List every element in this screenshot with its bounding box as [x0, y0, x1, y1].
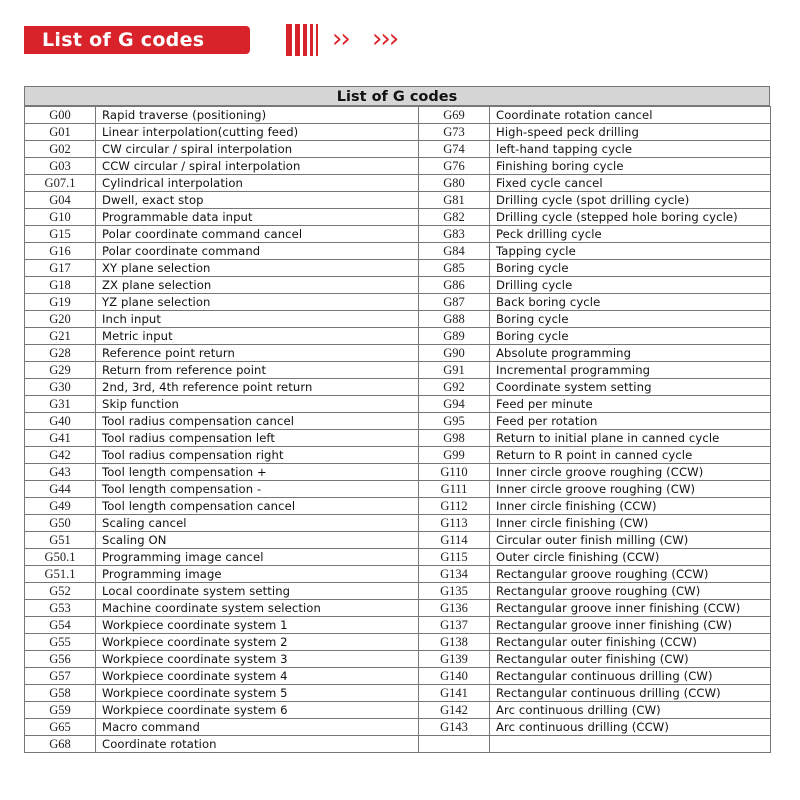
- left-code-cell: G01: [25, 124, 96, 141]
- table-row: [25, 464, 771, 481]
- right-code-cell: G136: [419, 600, 490, 617]
- left-code-cell: G65: [25, 719, 96, 736]
- right-code-cell: G69: [419, 107, 490, 124]
- table-row: [25, 294, 771, 311]
- right-desc-cell: Rectangular groove roughing (CCW): [490, 566, 771, 583]
- table-row: [25, 396, 771, 413]
- right-code-cell: G138: [419, 634, 490, 651]
- triple-chevron-right-icon: ›››: [372, 24, 398, 54]
- right-desc-cell: Rectangular groove inner finishing (CCW): [490, 600, 771, 617]
- left-desc-cell: Polar coordinate command cancel: [96, 226, 419, 243]
- table-row: [25, 447, 771, 464]
- right-code-cell: G86: [419, 277, 490, 294]
- table-row: [25, 209, 771, 226]
- table-row: [25, 277, 771, 294]
- left-desc-cell: Reference point return: [96, 345, 419, 362]
- right-desc-cell: Drilling cycle: [490, 277, 771, 294]
- left-desc-cell: Skip function: [96, 396, 419, 413]
- right-code-cell: G143: [419, 719, 490, 736]
- table-row: [25, 685, 771, 702]
- left-code-cell: G16: [25, 243, 96, 260]
- left-code-cell: G44: [25, 481, 96, 498]
- right-desc-cell: Feed per minute: [490, 396, 771, 413]
- right-code-cell: G135: [419, 583, 490, 600]
- right-desc-cell: Rectangular continuous drilling (CW): [490, 668, 771, 685]
- left-code-cell: G20: [25, 311, 96, 328]
- left-desc-cell: ZX plane selection: [96, 277, 419, 294]
- left-code-cell: G58: [25, 685, 96, 702]
- right-desc-cell: Drilling cycle (spot drilling cycle): [490, 192, 771, 209]
- left-desc-cell: Tool radius compensation right: [96, 447, 419, 464]
- table-row: [25, 651, 771, 668]
- table-row: [25, 226, 771, 243]
- left-desc-cell: Inch input: [96, 311, 419, 328]
- left-desc-cell: Rapid traverse (positioning): [96, 107, 419, 124]
- left-code-cell: G54: [25, 617, 96, 634]
- table-title: List of G codes: [24, 86, 770, 106]
- right-code-cell: G89: [419, 328, 490, 345]
- table-row: [25, 141, 771, 158]
- left-desc-cell: Coordinate rotation: [96, 736, 419, 753]
- right-desc-cell: left-hand tapping cycle: [490, 141, 771, 158]
- table-row: [25, 515, 771, 532]
- left-code-cell: G29: [25, 362, 96, 379]
- left-code-cell: G18: [25, 277, 96, 294]
- right-code-cell: G80: [419, 175, 490, 192]
- left-desc-cell: Return from reference point: [96, 362, 419, 379]
- right-code-cell: G140: [419, 668, 490, 685]
- right-code-cell: G90: [419, 345, 490, 362]
- right-desc-cell: Drilling cycle (stepped hole boring cycle): [490, 209, 771, 226]
- left-desc-cell: Programming image: [96, 566, 419, 583]
- table-row: [25, 413, 771, 430]
- table-row: [25, 719, 771, 736]
- right-desc-cell: Arc continuous drilling (CCW): [490, 719, 771, 736]
- right-code-cell: G115: [419, 549, 490, 566]
- right-code-cell: G91: [419, 362, 490, 379]
- left-desc-cell: Scaling cancel: [96, 515, 419, 532]
- header-banner: [24, 26, 250, 54]
- right-code-cell: G94: [419, 396, 490, 413]
- right-desc-cell: Inner circle groove roughing (CW): [490, 481, 771, 498]
- right-code-cell: G112: [419, 498, 490, 515]
- left-desc-cell: Local coordinate system setting: [96, 583, 419, 600]
- left-code-cell: G02: [25, 141, 96, 158]
- left-code-cell: G56: [25, 651, 96, 668]
- table-row: [25, 566, 771, 583]
- left-desc-cell: YZ plane selection: [96, 294, 419, 311]
- left-code-cell: G31: [25, 396, 96, 413]
- left-desc-cell: Tool radius compensation cancel: [96, 413, 419, 430]
- right-desc-cell: Inner circle finishing (CW): [490, 515, 771, 532]
- left-desc-cell: Dwell, exact stop: [96, 192, 419, 209]
- left-desc-cell: Cylindrical interpolation: [96, 175, 419, 192]
- left-desc-cell: Workpiece coordinate system 3: [96, 651, 419, 668]
- table-row: [25, 107, 771, 124]
- right-code-cell: G110: [419, 464, 490, 481]
- right-desc-cell: Peck drilling cycle: [490, 226, 771, 243]
- table-row: [25, 158, 771, 175]
- right-code-cell: G98: [419, 430, 490, 447]
- left-desc-cell: CCW circular / spiral interpolation: [96, 158, 419, 175]
- table-row: [25, 617, 771, 634]
- right-desc-cell: Coordinate rotation cancel: [490, 107, 771, 124]
- left-code-cell: G59: [25, 702, 96, 719]
- right-code-cell: G113: [419, 515, 490, 532]
- right-desc-cell: Arc continuous drilling (CW): [490, 702, 771, 719]
- table-row: [25, 498, 771, 515]
- table-row: [25, 311, 771, 328]
- right-desc-cell: Rectangular outer finishing (CCW): [490, 634, 771, 651]
- table-row: [25, 379, 771, 396]
- left-code-cell: G41: [25, 430, 96, 447]
- double-chevron-right-icon: ››: [332, 24, 349, 54]
- right-desc-cell: Circular outer finish milling (CW): [490, 532, 771, 549]
- right-code-cell: G84: [419, 243, 490, 260]
- left-code-cell: G51.1: [25, 566, 96, 583]
- right-desc-cell: Outer circle finishing (CCW): [490, 549, 771, 566]
- left-desc-cell: Tool length compensation cancel: [96, 498, 419, 515]
- left-code-cell: G50: [25, 515, 96, 532]
- right-desc-cell: Finishing boring cycle: [490, 158, 771, 175]
- left-desc-cell: Scaling ON: [96, 532, 419, 549]
- left-code-cell: G19: [25, 294, 96, 311]
- right-code-cell: G82: [419, 209, 490, 226]
- left-desc-cell: Workpiece coordinate system 6: [96, 702, 419, 719]
- right-code-cell: G83: [419, 226, 490, 243]
- left-desc-cell: Tool radius compensation left: [96, 430, 419, 447]
- table-row: [25, 345, 771, 362]
- right-desc-cell: Return to R point in canned cycle: [490, 447, 771, 464]
- right-code-cell: G85: [419, 260, 490, 277]
- left-code-cell: G50.1: [25, 549, 96, 566]
- left-code-cell: G10: [25, 209, 96, 226]
- right-desc-cell: Boring cycle: [490, 311, 771, 328]
- left-code-cell: G15: [25, 226, 96, 243]
- right-code-cell: G92: [419, 379, 490, 396]
- left-desc-cell: Linear interpolation(cutting feed): [96, 124, 419, 141]
- right-desc-cell: Back boring cycle: [490, 294, 771, 311]
- left-desc-cell: Programmable data input: [96, 209, 419, 226]
- g-code-grid: [24, 106, 771, 753]
- left-code-cell: G53: [25, 600, 96, 617]
- right-code-cell: G81: [419, 192, 490, 209]
- table-row: [25, 549, 771, 566]
- left-desc-cell: Machine coordinate system selection: [96, 600, 419, 617]
- right-desc-cell: Inner circle groove roughing (CCW): [490, 464, 771, 481]
- table-row: [25, 328, 771, 345]
- table-row: [25, 124, 771, 141]
- table-row: [25, 243, 771, 260]
- right-code-cell: G88: [419, 311, 490, 328]
- table-row: [25, 192, 771, 209]
- table-row: [25, 600, 771, 617]
- left-desc-cell: Workpiece coordinate system 5: [96, 685, 419, 702]
- left-code-cell: G21: [25, 328, 96, 345]
- right-code-cell: G134: [419, 566, 490, 583]
- right-code-cell: G139: [419, 651, 490, 668]
- left-code-cell: G03: [25, 158, 96, 175]
- table-row: [25, 260, 771, 277]
- table-row: [25, 736, 771, 753]
- right-desc-cell: Return to initial plane in canned cycle: [490, 430, 771, 447]
- table-row: [25, 634, 771, 651]
- right-desc-cell: Incremental programming: [490, 362, 771, 379]
- table-row: [25, 362, 771, 379]
- left-code-cell: G07.1: [25, 175, 96, 192]
- right-code-cell: G142: [419, 702, 490, 719]
- left-desc-cell: Workpiece coordinate system 1: [96, 617, 419, 634]
- right-code-cell: G111: [419, 481, 490, 498]
- right-desc-cell: Feed per rotation: [490, 413, 771, 430]
- left-code-cell: G30: [25, 379, 96, 396]
- table-row: [25, 430, 771, 447]
- right-code-cell: G141: [419, 685, 490, 702]
- table-row: [25, 481, 771, 498]
- left-desc-cell: XY plane selection: [96, 260, 419, 277]
- right-code-cell: G95: [419, 413, 490, 430]
- right-code-cell: G137: [419, 617, 490, 634]
- right-desc-cell: High-speed peck drilling: [490, 124, 771, 141]
- left-code-cell: G57: [25, 668, 96, 685]
- left-desc-cell: Workpiece coordinate system 4: [96, 668, 419, 685]
- table-row: [25, 668, 771, 685]
- right-desc-cell: Tapping cycle: [490, 243, 771, 260]
- left-code-cell: G17: [25, 260, 96, 277]
- banner-title: List of G codes: [42, 29, 205, 51]
- table-row: [25, 583, 771, 600]
- table-row: [25, 532, 771, 549]
- left-code-cell: G68: [25, 736, 96, 753]
- right-desc-cell: Coordinate system setting: [490, 379, 771, 396]
- right-desc-cell: Rectangular groove roughing (CW): [490, 583, 771, 600]
- left-desc-cell: Tool length compensation -: [96, 481, 419, 498]
- g-code-table: [24, 86, 770, 753]
- right-desc-cell: Inner circle finishing (CCW): [490, 498, 771, 515]
- left-code-cell: G49: [25, 498, 96, 515]
- right-desc-cell: Boring cycle: [490, 260, 771, 277]
- right-code-cell: G114: [419, 532, 490, 549]
- right-desc-cell: Fixed cycle cancel: [490, 175, 771, 192]
- right-code-cell: G87: [419, 294, 490, 311]
- left-code-cell: G04: [25, 192, 96, 209]
- right-desc-cell: Rectangular groove inner finishing (CW): [490, 617, 771, 634]
- right-code-cell: G99: [419, 447, 490, 464]
- left-code-cell: G43: [25, 464, 96, 481]
- right-desc-cell: Rectangular outer finishing (CW): [490, 651, 771, 668]
- left-desc-cell: Programming image cancel: [96, 549, 419, 566]
- right-desc-cell: [490, 736, 771, 753]
- right-desc-cell: Boring cycle: [490, 328, 771, 345]
- left-code-cell: G51: [25, 532, 96, 549]
- left-desc-cell: 2nd, 3rd, 4th reference point return: [96, 379, 419, 396]
- left-code-cell: G40: [25, 413, 96, 430]
- left-code-cell: G55: [25, 634, 96, 651]
- right-code-cell: [419, 736, 490, 753]
- right-desc-cell: Rectangular continuous drilling (CCW): [490, 685, 771, 702]
- left-desc-cell: CW circular / spiral interpolation: [96, 141, 419, 158]
- left-desc-cell: Metric input: [96, 328, 419, 345]
- right-desc-cell: Absolute programming: [490, 345, 771, 362]
- left-desc-cell: Macro command: [96, 719, 419, 736]
- left-code-cell: G52: [25, 583, 96, 600]
- right-code-cell: G74: [419, 141, 490, 158]
- table-row: [25, 702, 771, 719]
- table-row: [25, 175, 771, 192]
- left-desc-cell: Workpiece coordinate system 2: [96, 634, 419, 651]
- left-code-cell: G00: [25, 107, 96, 124]
- right-code-cell: G76: [419, 158, 490, 175]
- right-code-cell: G73: [419, 124, 490, 141]
- left-code-cell: G28: [25, 345, 96, 362]
- left-desc-cell: Polar coordinate command: [96, 243, 419, 260]
- left-code-cell: G42: [25, 447, 96, 464]
- left-desc-cell: Tool length compensation +: [96, 464, 419, 481]
